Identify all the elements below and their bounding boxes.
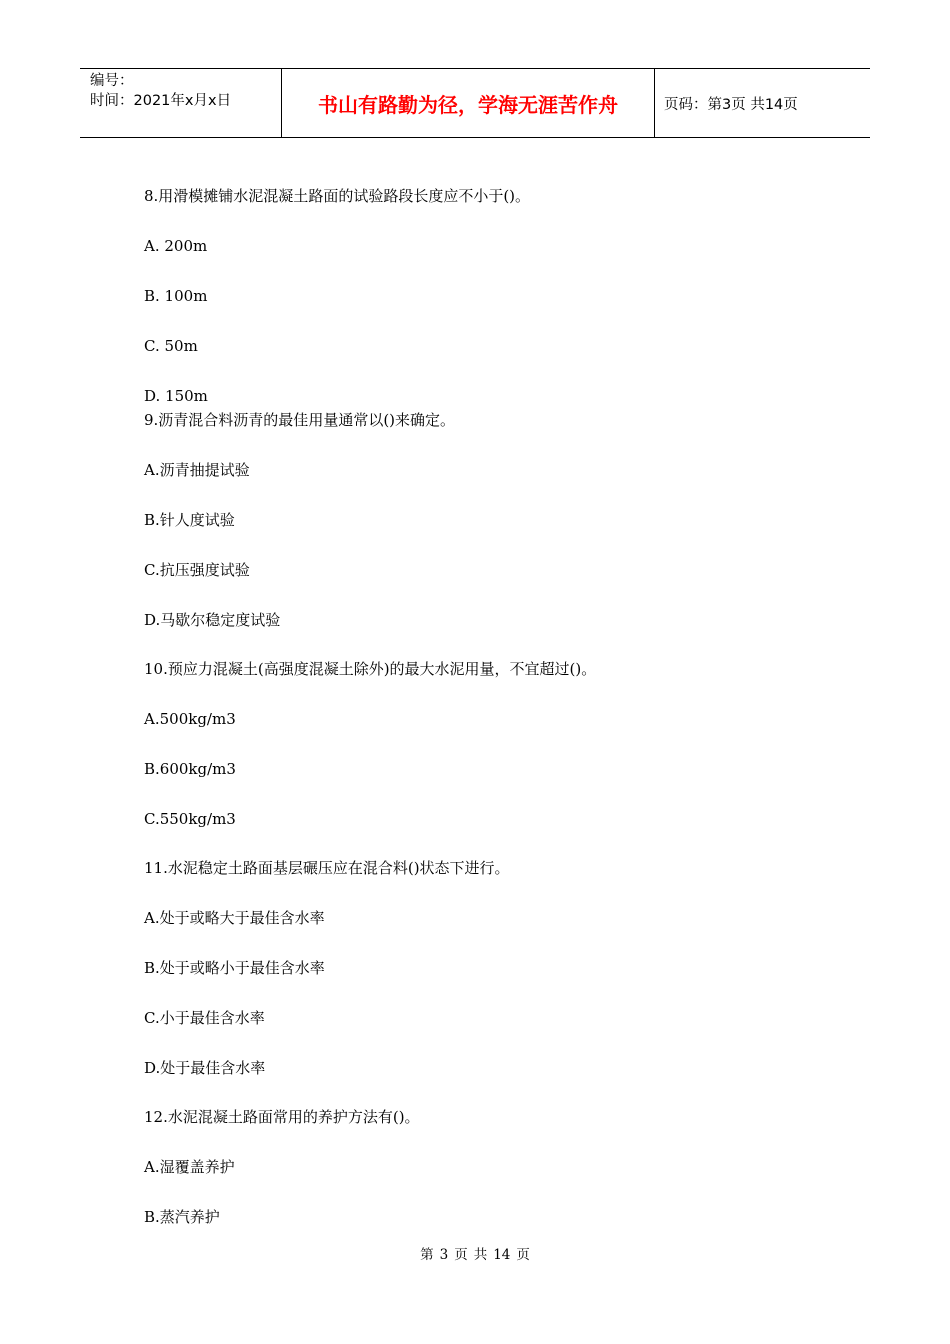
footer-total-pages: 14 — [493, 1247, 511, 1263]
option-item: C.550kg/m3 — [144, 810, 236, 828]
question-stem-11: 11.水泥稳定土路面基层碾压应在混合料()状态下进行。 — [144, 859, 510, 877]
footer-prefix: 第 — [420, 1247, 434, 1263]
footer-total-word: 共 — [473, 1247, 488, 1263]
page-footer — [0, 1246, 950, 1264]
option-item: C. 50m — [144, 337, 198, 355]
header-page-info: 页码：第3页 共14页 — [664, 96, 798, 113]
header-meta — [90, 71, 280, 111]
option-item: B.针人度试验 — [144, 511, 235, 529]
option-item: A.500kg/m3 — [144, 710, 236, 728]
option-item: D. 150m — [144, 387, 208, 405]
option-item: B.600kg/m3 — [144, 760, 236, 778]
option-item: B. 100m — [144, 287, 208, 305]
page-header — [80, 68, 870, 138]
option-item: D.处于最佳含水率 — [144, 1059, 266, 1077]
footer-page-number: 3 — [439, 1247, 449, 1263]
option-item: C.抗压强度试验 — [144, 561, 250, 579]
header-motto: 书山有路勤为径，学海无涯苦作舟 — [318, 92, 618, 117]
question-stem-8: 8.用滑模摊铺水泥混凝土路面的试验路段长度应不小于()。 — [144, 187, 531, 205]
question-stem-9: 9.沥青混合料沥青的最佳用量通常以()来确定。 — [144, 411, 456, 429]
option-item: A.处于或略大于最佳含水率 — [144, 909, 325, 927]
option-item: B.处于或略小于最佳含水率 — [144, 959, 325, 977]
doc-number-label: 编号： — [90, 73, 134, 89]
footer-suffix: 页 — [516, 1247, 530, 1263]
header-divider-right — [654, 69, 655, 137]
option-item: A.湿覆盖养护 — [144, 1158, 235, 1176]
question-stem-10: 10.预应力混凝土(高强度混凝土除外)的最大水泥用量，不宜超过()。 — [144, 660, 597, 678]
question-stem-12: 12.水泥混凝土路面常用的养护方法有()。 — [144, 1108, 420, 1126]
option-item: D.马歇尔稳定度试验 — [144, 611, 281, 629]
option-item: C.小于最佳含水率 — [144, 1009, 265, 1027]
option-item: A.沥青抽提试验 — [144, 461, 250, 479]
option-item: A. 200m — [144, 237, 208, 255]
footer-page-word: 页 — [454, 1247, 468, 1263]
date-label: 时间：2021年x月x日 — [90, 93, 232, 109]
option-item: B.蒸汽养护 — [144, 1208, 220, 1226]
